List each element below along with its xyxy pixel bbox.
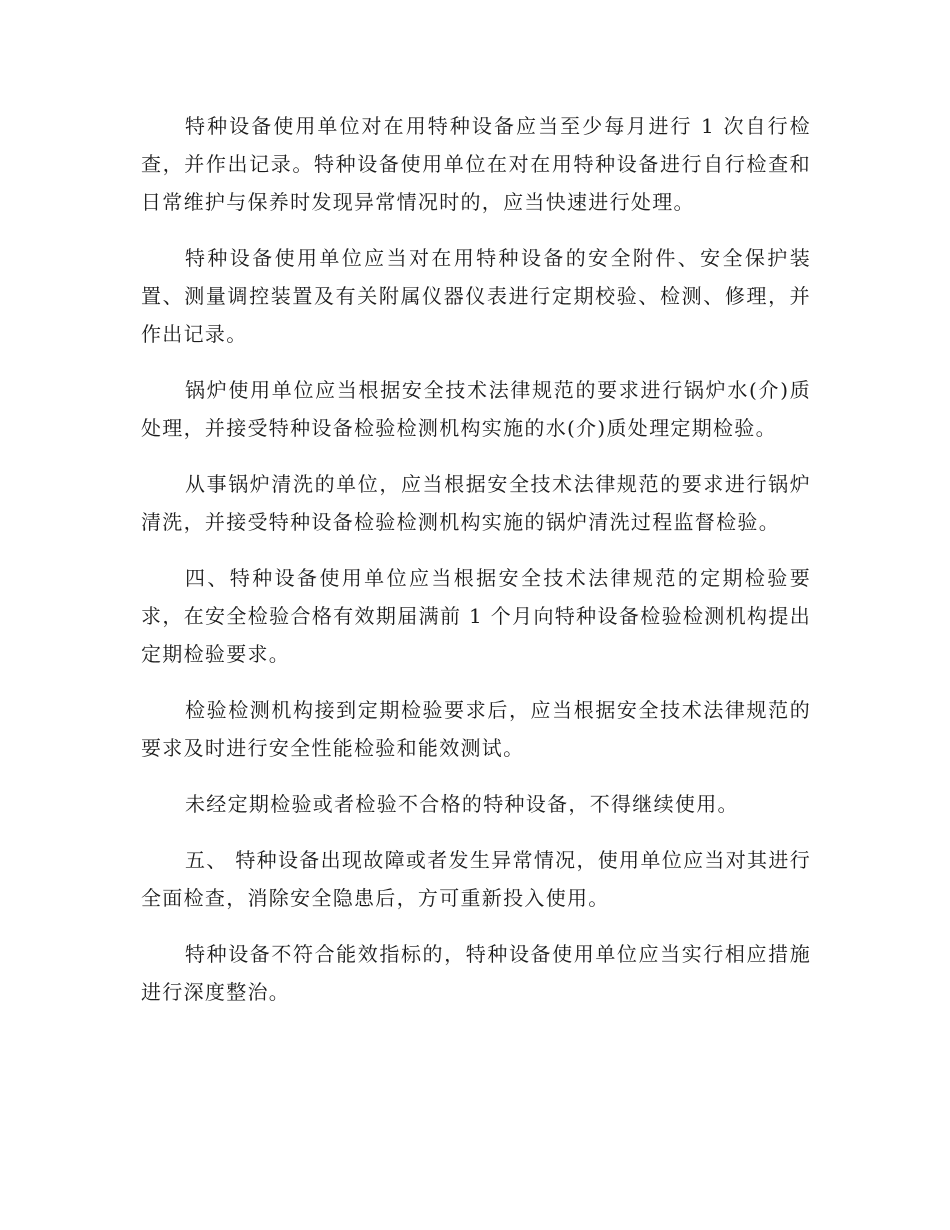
paragraph-boiler-water-treatment: 锅炉使用单位应当根据安全技术法律规范的要求进行锅炉水(介)质处理，并接受特种设备检验检测机构实施的水(介)质处理定期检验。 — [141, 378, 811, 440]
paragraph-inspection-agency-response: 检验检测机构接到定期检验要求后，应当根据安全技术法律规范的要求及时进行安全性能检验和能效测试。 — [141, 698, 811, 760]
paragraph-fault-handling: 五、 特种设备出现故障或者发生异常情况，使用单位应当对其进行全面检查，消除安全隐患后，方可重新投入使用。 — [141, 848, 811, 910]
document-body — [141, 107, 811, 1029]
paragraph-boiler-cleaning: 从事锅炉清洗的单位，应当根据安全技术法律规范的要求进行锅炉清洗，并接受特种设备检验检测机构实施的锅炉清洗过程监督检验。 — [141, 472, 811, 534]
paragraph-energy-efficiency-rectification: 特种设备不符合能效指标的，特种设备使用单位应当实行相应措施进行深度整治。 — [141, 942, 811, 1004]
paragraph-unqualified-equipment: 未经定期检验或者检验不合格的特种设备，不得继续使用。 — [185, 792, 739, 816]
paragraph-safety-accessories-calibration: 特种设备使用单位应当对在用特种设备的安全附件、安全保护装置、测量调控装置及有关附属仪器仪表进行定期校验、检测、修理，并作出记录。 — [141, 246, 811, 346]
paragraph-monthly-self-inspection: 特种设备使用单位对在用特种设备应当至少每月进行 1 次自行检查，并作出记录。特种设备使用单位在对在用特种设备进行自行检查和日常维护与保养时发现异常情况时的，应当快速进行处理。 — [141, 114, 811, 214]
paragraph-periodic-inspection-request: 四、特种设备使用单位应当根据安全技术法律规范的定期检验要求，在安全检验合格有效期届满前 1 个月向特种设备检验检测机构提出定期检验要求。 — [141, 566, 811, 666]
